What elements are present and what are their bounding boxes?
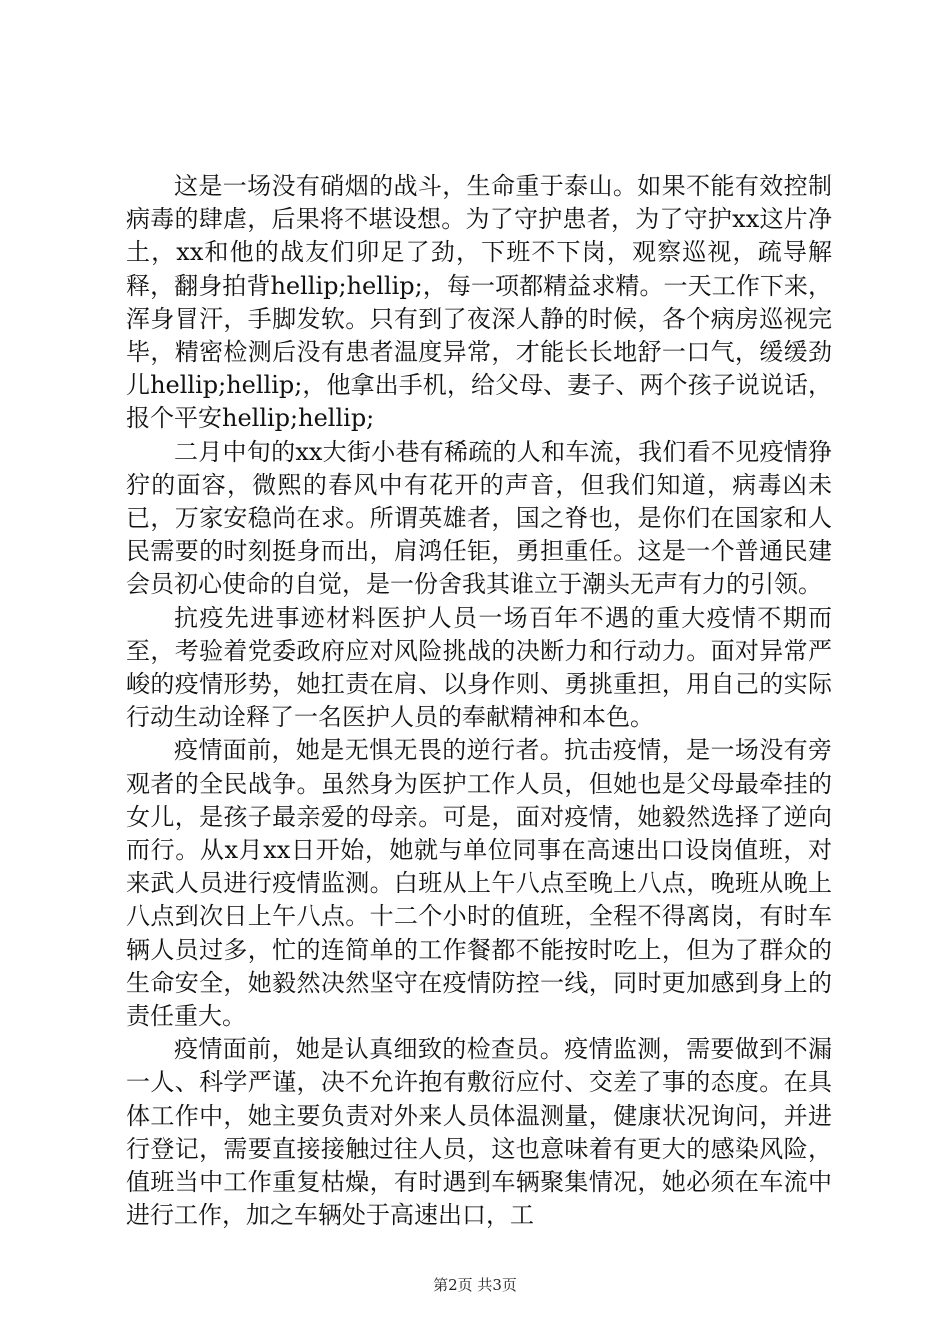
document-body — [126, 170, 832, 1233]
paragraph-2: 二月中旬的xx大街小巷有稀疏的人和车流，我们看不见疫情狰狞的面容，微熙的春风中有花开的声音，但我们知道，病毒凶未已，万家安稳尚在求。所谓英雄者，国之脊也，是你们在国家和人民需要的时刻挺身而出，肩鸿任钜，勇担重任。这是一个普通民建会员初心使命的自觉，是一份舍我其谁立于潮头无声有力的引领。 — [126, 437, 832, 599]
paragraph-4: 疫情面前，她是无惧无畏的逆行者。抗击疫情，是一场没有旁观者的全民战争。虽然身为医护工作人员，但她也是父母最牵挂的女儿，是孩子最亲爱的母亲。可是，面对疫情，她毅然选择了逆向而行。从x月xx日开始，她就与单位同事在高速出口设岗值班，对来武人员进行疫情监测。白班从上午八点至晚上八点，晚班从晚上八点到次日上午八点。十二个小时的值班，全程不得离岗，有时车辆人员过多，忙的连简单的工作餐都不能按时吃上，但为了群众的生命安全，她毅然决然坚守在疫情防控一线，同时更加感到身上的责任重大。 — [126, 736, 832, 1031]
paragraph-1: 这是一场没有硝烟的战斗，生命重于泰山。如果不能有效控制病毒的肆虐，后果将不堪设想。为了守护患者，为了守护xx这片净土，xx和他的战友们卯足了劲，下班不下岗，观察巡视，疏导解释，翻身拍背hellip;hellip;，每一项都精益求精。一天工作下来，浑身冒汗，手脚发软。只有到了夜深人静的时候，各个病房巡视完毕，精密检测后没有患者温度异常，才能长长地舒一口气，缓缓劲儿hellip;hellip;，他拿出手机，给父母、妻子、两个孩子说说话，报个平安hellip;hellip; — [126, 172, 832, 433]
paragraph-5: 疫情面前，她是认真细致的检查员。疫情监测，需要做到不漏一人、科学严谨，决不允许抱有敷衍应付、交差了事的态度。在具体工作中，她主要负责对外来人员体温测量，健康状况询问，并进行登记，需要直接接触过往人员，这也意味着有更大的感染风险，值班当中工作重复枯燥，有时遇到车辆聚集情况，她必须在车流中进行工作，加之车辆处于高速出口，工 — [126, 1035, 832, 1230]
paragraph-3: 抗疫先进事迹材料医护人员一场百年不遇的重大疫情不期而至，考验着党委政府应对风险挑战的决断力和行动力。面对异常严峻的疫情形势，她扛责在肩、以身作则、勇挑重担，用自己的实际行动生动诠释了一名医护人员的奉献精神和本色。 — [126, 603, 832, 732]
page-footer: 第2页 共3页 — [433, 1276, 517, 1294]
